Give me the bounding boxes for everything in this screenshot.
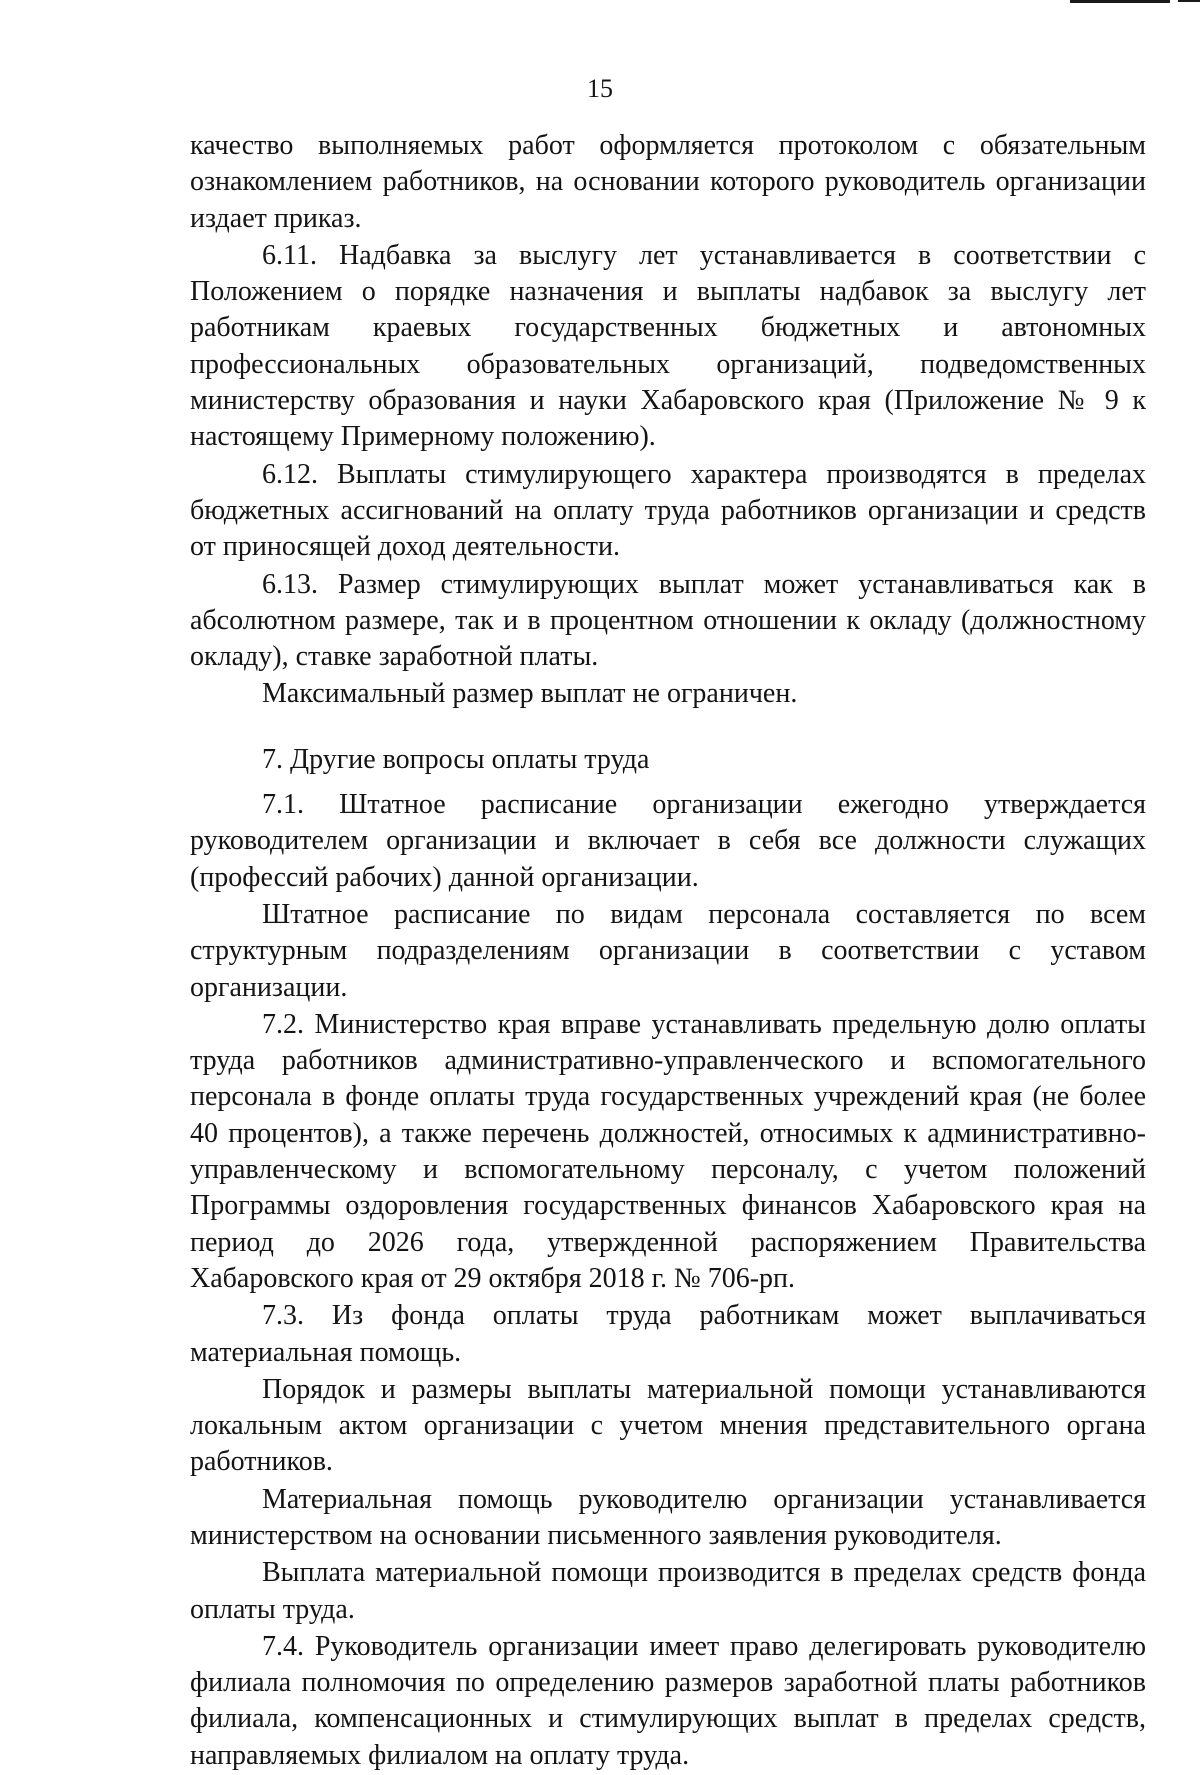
scan-edge-mark-small [1178,0,1200,2]
paragraph-7-3: 7.3. Из фонда оплаты труда работникам может выплачиваться материальная помощь. [190,1300,1146,1368]
paragraph-aid-payment: Выплата материальной помощи производится в пределах средств фонда оплаты труда. [190,1557,1146,1625]
paragraph-6-11: 6.11. Надбавка за выслугу лет устанавливается в соответствии с Положением о порядке назначения и выплаты надбавок за выслугу лет работникам краевых государственных бюджетных и автономных профессиональных образовательных организаций, подведомственных министерству образования и науки Хабаровского края (Приложение № 9 к настоящему Примерному положению). [190,239,1146,453]
paragraph-6-12: 6.12. Выплаты стимулирующего характера производятся в пределах бюджетных ассигнований на оплату труда работников организации и средств от приносящей доход деятельности. [190,458,1146,563]
paragraph-6-13: 6.13. Размер стимулирующих выплат может устанавливаться как в абсолютном размере, так и в процентном отношении к окладу (должностному окладу), ставке заработной платы. [190,568,1146,673]
document-text [190,128,1146,1775]
paragraph-7-4: 7.4. Руководитель организации имеет право делегировать руководителю филиала полномочия по определению размеров заработной платы работников филиала, компенсационных и стимулирующих выплат в пределах средств, направляемых филиалом на оплату труда. [190,1630,1146,1771]
paragraph-aid-procedure: Порядок и размеры выплаты материальной помощи устанавливаются локальным актом организации с учетом мнения представительного органа работников. [190,1373,1146,1478]
scan-edge-mark [1070,0,1170,3]
paragraph-7-1: 7.1. Штатное расписание организации ежегодно утверждается руководителем организации и включает в себя все должности служащих (профессий рабочих) данной организации. [190,789,1146,893]
paragraph-aid-director: Материальная помощь руководителю организации устанавливается министерством на основании письменного заявления руководителя. [190,1483,1146,1551]
paragraph-continuation: качество выполняемых работ оформляется протоколом с обязательным ознакомлением работников, на основании которого руководитель организации издает приказ. [190,130,1146,234]
section-heading-7: 7. Другие вопросы оплаты труда [262,743,650,775]
paragraph-7-2: 7.2. Министерство края вправе устанавливать предельную долю оплаты труда работников административно-управленческого и вспомогательного персонала в фонде оплаты труда государственных учреждений края (не более 40 процентов), а также перечень должностей, относимых к административно-управленческому и вспомогательному персоналу, с учетом положений Программы оздоровления государственных финансов Хабаровского края на период до 2026 года, утвержденной распоряжением Правительства Хабаровского края от 29 октября 2018 г. № 706-рп. [190,1008,1146,1294]
paragraph-staff-schedule: Штатное расписание по видам персонала составляется по всем структурным подразделениям организации в соответствии с уставом организации. [190,898,1146,1003]
paragraph-max-size: Максимальный размер выплат не ограничен. [262,678,798,710]
page-number: 15 [587,74,613,103]
